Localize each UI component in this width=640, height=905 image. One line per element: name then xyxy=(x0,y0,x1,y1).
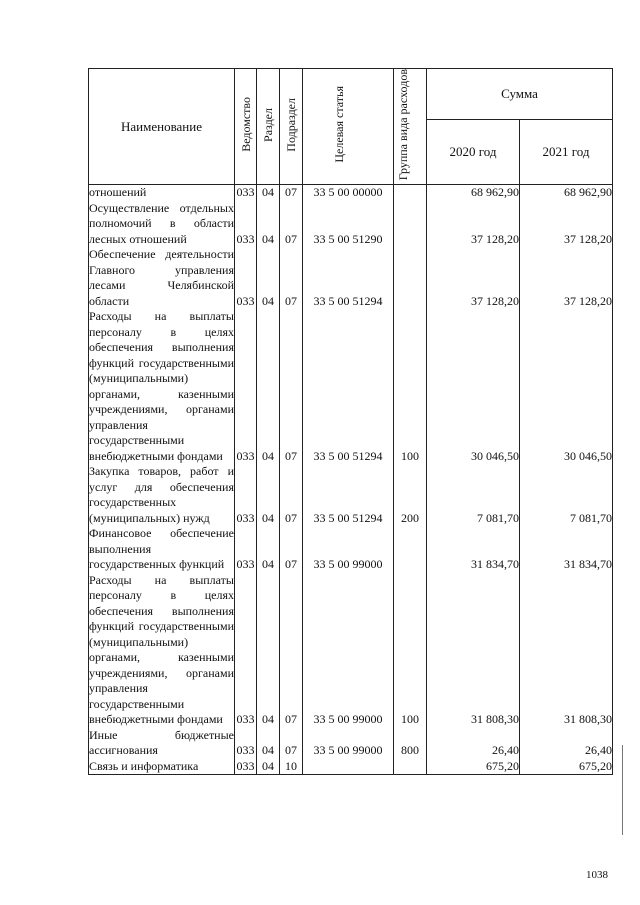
row-name: Закупка товаров, работ и услуг для обеспечения государственных (муниципальных) нужд xyxy=(89,464,234,525)
row-sum-2020: 26,40 xyxy=(427,728,520,759)
row-ved: 033 xyxy=(235,464,257,526)
row-sum-2020: 7 081,70 xyxy=(427,464,520,526)
row-cs: 33 5 00 51294 xyxy=(303,464,394,526)
table-row xyxy=(89,201,613,248)
row-razd: 04 xyxy=(257,309,280,464)
header-gruppa-vida-rashodov: Группа вида расходов xyxy=(394,69,427,185)
row-name: Расходы на выплаты персоналу в целях обеспечения выполнения функций государственными (муниципальными) органами, казенными учреждениями, органами управления государственными внебюджетными фондами xyxy=(89,309,234,463)
row-vr: 100 xyxy=(394,573,427,728)
row-razd: 04 xyxy=(257,573,280,728)
scan-edge-line xyxy=(622,745,623,835)
table-row xyxy=(89,309,613,464)
row-podr: 07 xyxy=(280,573,303,728)
row-vr: 800 xyxy=(394,728,427,759)
row-vr xyxy=(394,526,427,573)
row-name: Обеспечение деятельности Главного управления лесами Челябинской области xyxy=(89,247,234,308)
row-sum-2021: 26,40 xyxy=(520,728,613,759)
row-cs: 33 5 00 51294 xyxy=(303,309,394,464)
row-cs: 33 5 00 99000 xyxy=(303,728,394,759)
table-row xyxy=(89,526,613,573)
row-ved: 033 xyxy=(235,573,257,728)
row-podr: 07 xyxy=(280,728,303,759)
row-cs: 33 5 00 51294 xyxy=(303,247,394,309)
row-vr xyxy=(394,201,427,248)
row-sum-2020: 37 128,20 xyxy=(427,201,520,248)
row-sum-2020: 31 834,70 xyxy=(427,526,520,573)
row-sum-2021: 7 081,70 xyxy=(520,464,613,526)
row-ved: 033 xyxy=(235,728,257,759)
page-number: 1038 xyxy=(586,869,608,881)
row-ved: 033 xyxy=(235,247,257,309)
table-row xyxy=(89,728,613,759)
header-vedomstvo: Ведомство xyxy=(235,69,257,185)
row-podr: 07 xyxy=(280,526,303,573)
row-sum-2021: 37 128,20 xyxy=(520,247,613,309)
row-sum-2020: 68 962,90 xyxy=(427,185,520,201)
header-tselevaya-statya: Целевая статья xyxy=(303,69,394,185)
row-razd: 04 xyxy=(257,759,280,775)
row-sum-2021: 31 808,30 xyxy=(520,573,613,728)
row-sum-2021: 37 128,20 xyxy=(520,201,613,248)
header-summa: Сумма xyxy=(427,69,613,120)
row-ved: 033 xyxy=(235,526,257,573)
row-name: Расходы на выплаты персоналу в целях обеспечения выполнения функций государственными (муниципальными) органами, казенными учреждениями, органами управления государственными внебюджетными фондами xyxy=(89,572,234,727)
row-sum-2020: 675,20 xyxy=(427,759,520,775)
row-vr xyxy=(394,247,427,309)
row-vr xyxy=(394,759,427,775)
row-podr: 07 xyxy=(280,247,303,309)
row-razd: 04 xyxy=(257,526,280,573)
row-cs: 33 5 00 99000 xyxy=(303,526,394,573)
row-name: отношений xyxy=(89,185,235,201)
table-row xyxy=(89,759,613,775)
row-vr: 100 xyxy=(394,309,427,464)
row-podr: 07 xyxy=(280,464,303,526)
row-razd: 04 xyxy=(257,185,280,201)
row-ved: 033 xyxy=(235,309,257,464)
row-podr: 07 xyxy=(280,309,303,464)
row-podr: 07 xyxy=(280,201,303,248)
row-podr: 07 xyxy=(280,185,303,201)
row-cs: 33 5 00 00000 xyxy=(303,185,394,201)
row-razd: 04 xyxy=(257,201,280,248)
row-ved: 033 xyxy=(235,201,257,248)
row-name: Иные бюджетные ассигнования xyxy=(89,727,234,758)
row-ved: 033 xyxy=(236,758,255,773)
row-name: Связь и информатика xyxy=(89,759,235,775)
header-name: Наименование xyxy=(89,69,235,185)
row-razd: 04 xyxy=(257,728,280,759)
table-row xyxy=(89,464,613,526)
row-razd: 04 xyxy=(257,464,280,526)
row-vr xyxy=(394,185,427,201)
row-vr: 200 xyxy=(394,464,427,526)
table-row xyxy=(89,573,613,728)
header-year-2021: 2021 год xyxy=(520,120,613,185)
row-sum-2020: 37 128,20 xyxy=(427,247,520,309)
header-year-2020: 2020 год xyxy=(427,120,520,185)
row-sum-2020: 31 808,30 xyxy=(427,573,520,728)
table-row xyxy=(89,247,613,309)
row-ved: 033 xyxy=(236,185,255,200)
row-cs xyxy=(303,759,394,775)
row-sum-2021: 30 046,50 xyxy=(520,309,613,464)
budget-table xyxy=(88,68,613,775)
header-razdel: Раздел xyxy=(257,69,280,185)
header-podrazdel: Подраздел xyxy=(280,69,303,185)
row-podr: 10 xyxy=(280,759,303,775)
row-sum-2020: 30 046,50 xyxy=(427,309,520,464)
row-sum-2021: 675,20 xyxy=(520,759,613,775)
row-cs: 33 5 00 99000 xyxy=(303,573,394,728)
row-name: Осуществление отдельных полномочий в области лесных отношений xyxy=(89,200,234,246)
row-cs: 33 5 00 51290 xyxy=(303,201,394,248)
row-sum-2021: 31 834,70 xyxy=(520,526,613,573)
row-razd: 04 xyxy=(257,247,280,309)
row-sum-2021: 68 962,90 xyxy=(520,185,613,201)
row-name: Финансовое обеспечение выполнения государственных функций xyxy=(89,526,234,572)
table-row xyxy=(89,185,613,201)
